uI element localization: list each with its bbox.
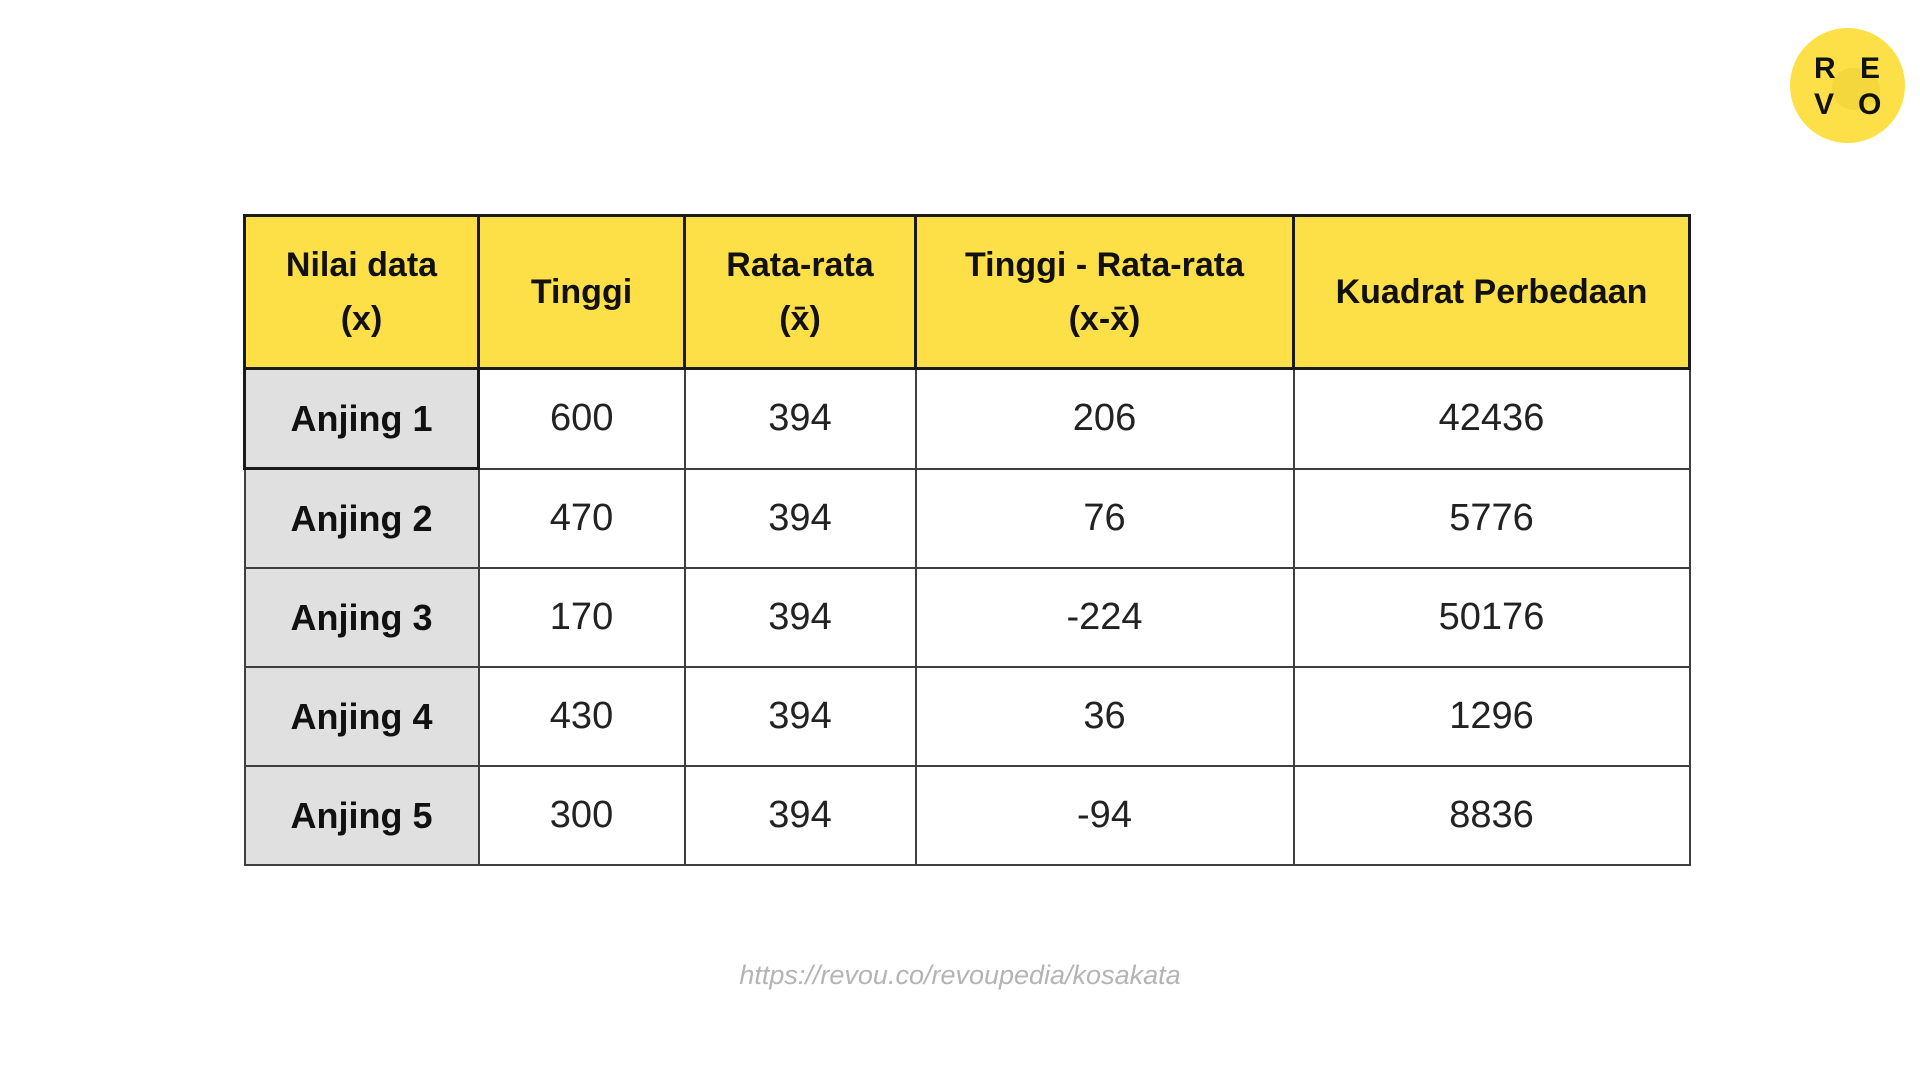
row-label: Anjing 3 xyxy=(245,568,479,667)
cell-selisih: -224 xyxy=(916,568,1294,667)
header-tinggi-minus-rata-rata xyxy=(916,216,1294,369)
header-line: (x) xyxy=(340,300,383,338)
revo-logo xyxy=(1790,28,1905,143)
variance-table xyxy=(243,214,1691,866)
header-line: Tinggi xyxy=(530,273,633,311)
table-row xyxy=(245,568,1690,667)
header-line: Tinggi - Rata-rata xyxy=(965,246,1244,284)
header-line: (x̄) xyxy=(779,300,821,338)
cell-kuadrat: 50176 xyxy=(1294,568,1690,667)
source-url: https://revou.co/revoupedia/kosakata xyxy=(739,960,1181,990)
header-line: Kuadrat Perbedaan xyxy=(1335,273,1648,311)
logo-letter-e: E xyxy=(1860,52,1881,85)
table-row xyxy=(245,369,1690,469)
cell-rata-rata: 394 xyxy=(685,568,916,667)
cell-rata-rata: 394 xyxy=(685,469,916,569)
cell-kuadrat: 42436 xyxy=(1294,369,1690,469)
header-nilai-data xyxy=(245,216,479,369)
cell-rata-rata: 394 xyxy=(685,667,916,766)
row-label: Anjing 2 xyxy=(245,469,479,569)
logo-letter-o: O xyxy=(1858,88,1882,121)
cell-tinggi: 470 xyxy=(479,469,685,569)
header-line: (x-x̄) xyxy=(1068,300,1141,338)
row-label: Anjing 1 xyxy=(245,369,479,469)
cell-tinggi: 600 xyxy=(479,369,685,469)
cell-selisih: 206 xyxy=(916,369,1294,469)
cell-tinggi: 170 xyxy=(479,568,685,667)
table-row xyxy=(245,469,1690,569)
cell-selisih: 36 xyxy=(916,667,1294,766)
header-tinggi xyxy=(479,216,685,369)
cell-kuadrat: 5776 xyxy=(1294,469,1690,569)
cell-kuadrat: 8836 xyxy=(1294,766,1690,865)
cell-rata-rata: 394 xyxy=(685,766,916,865)
cell-rata-rata: 394 xyxy=(685,369,916,469)
header-line: Nilai data xyxy=(285,246,438,284)
cell-selisih: -94 xyxy=(916,766,1294,865)
cell-tinggi: 430 xyxy=(479,667,685,766)
header-line: Rata-rata xyxy=(726,246,874,284)
header-kuadrat-perbedaan xyxy=(1294,216,1690,369)
cell-tinggi: 300 xyxy=(479,766,685,865)
table-row xyxy=(245,667,1690,766)
table-header-row xyxy=(245,216,1690,369)
logo-letter-r: R xyxy=(1814,52,1836,85)
row-label: Anjing 4 xyxy=(245,667,479,766)
cell-selisih: 76 xyxy=(916,469,1294,569)
table-row xyxy=(245,766,1690,865)
logo-letter-v: V xyxy=(1814,88,1835,121)
header-rata-rata xyxy=(685,216,916,369)
row-label: Anjing 5 xyxy=(245,766,479,865)
cell-kuadrat: 1296 xyxy=(1294,667,1690,766)
